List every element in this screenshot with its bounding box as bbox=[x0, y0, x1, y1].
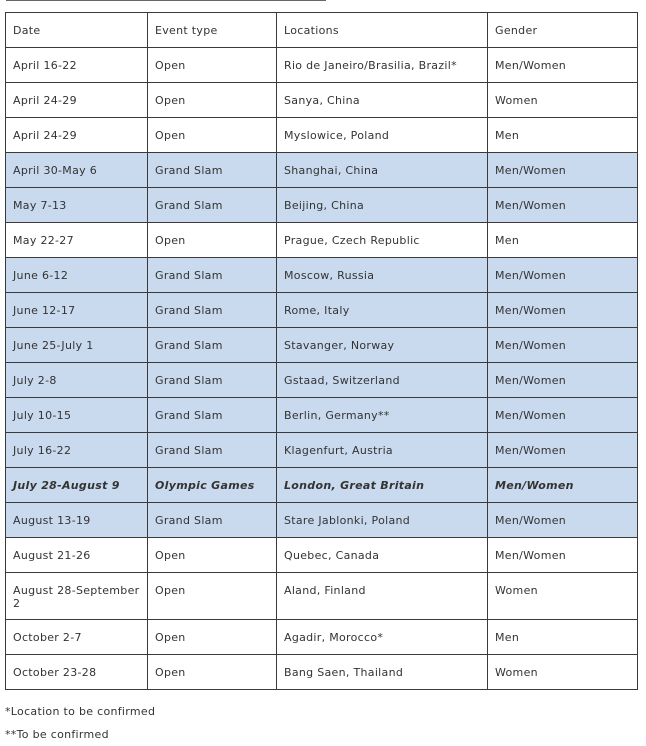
cell-date: April 24-29 bbox=[6, 118, 148, 153]
cell-location: Bang Saen, Thailand bbox=[277, 655, 488, 690]
cell-gender: Men/Women bbox=[488, 48, 638, 83]
table-row bbox=[6, 153, 638, 188]
table-row bbox=[6, 223, 638, 258]
cell-location: Myslowice, Poland bbox=[277, 118, 488, 153]
cell-event-type: Open bbox=[148, 48, 277, 83]
cell-event-type: Grand Slam bbox=[148, 188, 277, 223]
table-row bbox=[6, 83, 638, 118]
cell-gender: Women bbox=[488, 573, 638, 620]
cell-location: Sanya, China bbox=[277, 83, 488, 118]
cell-date: May 7-13 bbox=[6, 188, 148, 223]
cell-location: Agadir, Morocco* bbox=[277, 620, 488, 655]
cell-date: July 16-22 bbox=[6, 433, 148, 468]
cell-date: April 30-May 6 bbox=[6, 153, 148, 188]
cell-gender: Men/Women bbox=[488, 328, 638, 363]
cell-gender: Men/Women bbox=[488, 258, 638, 293]
table-row bbox=[6, 655, 638, 690]
cell-date: June 25-July 1 bbox=[6, 328, 148, 363]
cell-gender: Women bbox=[488, 655, 638, 690]
cell-location: Stare Jablonki, Poland bbox=[277, 503, 488, 538]
cell-event-type: Grand Slam bbox=[148, 293, 277, 328]
table-row-olympic bbox=[6, 468, 638, 503]
footnote-tbc: **To be confirmed bbox=[5, 728, 109, 741]
cell-location: Beijing, China bbox=[277, 188, 488, 223]
cell-date: October 23-28 bbox=[6, 655, 148, 690]
cell-gender: Men/Women bbox=[488, 468, 638, 503]
cell-location: Gstaad, Switzerland bbox=[277, 363, 488, 398]
cell-date: May 22-27 bbox=[6, 223, 148, 258]
cell-gender: Men/Women bbox=[488, 293, 638, 328]
cell-location: Berlin, Germany** bbox=[277, 398, 488, 433]
cell-gender: Men/Women bbox=[488, 153, 638, 188]
header-locations: Locations bbox=[277, 13, 488, 48]
cell-date: June 12-17 bbox=[6, 293, 148, 328]
cell-event-type: Open bbox=[148, 573, 277, 620]
cell-gender: Men bbox=[488, 223, 638, 258]
cell-date: August 13-19 bbox=[6, 503, 148, 538]
cell-event-type: Olympic Games bbox=[148, 468, 277, 503]
footnote-location-tbc: *Location to be confirmed bbox=[5, 705, 156, 718]
table-row bbox=[6, 538, 638, 573]
cell-gender: Men bbox=[488, 620, 638, 655]
cell-gender: Women bbox=[488, 83, 638, 118]
cell-event-type: Grand Slam bbox=[148, 363, 277, 398]
table-row bbox=[6, 398, 638, 433]
cell-date: August 21-26 bbox=[6, 538, 148, 573]
cell-event-type: Grand Slam bbox=[148, 258, 277, 293]
cell-location: Stavanger, Norway bbox=[277, 328, 488, 363]
cell-gender: Men/Women bbox=[488, 398, 638, 433]
header-gender: Gender bbox=[488, 13, 638, 48]
table-row bbox=[6, 258, 638, 293]
cell-date: October 2-7 bbox=[6, 620, 148, 655]
cell-date: April 16-22 bbox=[6, 48, 148, 83]
cell-location: Aland, Finland bbox=[277, 573, 488, 620]
cell-event-type: Open bbox=[148, 655, 277, 690]
cell-event-type: Open bbox=[148, 223, 277, 258]
cell-date: August 28-September 2 bbox=[6, 573, 148, 620]
table-row bbox=[6, 363, 638, 398]
header-event-type: Event type bbox=[148, 13, 277, 48]
cell-event-type: Grand Slam bbox=[148, 503, 277, 538]
cell-location: Quebec, Canada bbox=[277, 538, 488, 573]
table-row bbox=[6, 48, 638, 83]
cell-event-type: Open bbox=[148, 83, 277, 118]
cell-gender: Men/Women bbox=[488, 503, 638, 538]
cell-gender: Men/Women bbox=[488, 433, 638, 468]
cell-date: July 2-8 bbox=[6, 363, 148, 398]
table-row bbox=[6, 433, 638, 468]
cell-location: Moscow, Russia bbox=[277, 258, 488, 293]
cell-location: Prague, Czech Republic bbox=[277, 223, 488, 258]
cell-event-type: Grand Slam bbox=[148, 398, 277, 433]
table-row bbox=[6, 188, 638, 223]
table-row bbox=[6, 118, 638, 153]
cell-event-type: Open bbox=[148, 118, 277, 153]
cell-location: Klagenfurt, Austria bbox=[277, 433, 488, 468]
footnotes bbox=[5, 700, 155, 746]
table-header-row bbox=[6, 13, 638, 48]
table-row bbox=[6, 573, 638, 620]
table-row bbox=[6, 328, 638, 363]
schedule-table bbox=[5, 12, 638, 690]
header-date: Date bbox=[6, 13, 148, 48]
cell-date: June 6-12 bbox=[6, 258, 148, 293]
cell-event-type: Grand Slam bbox=[148, 433, 277, 468]
cell-gender: Men/Women bbox=[488, 188, 638, 223]
cell-location: Rome, Italy bbox=[277, 293, 488, 328]
top-divider bbox=[6, 0, 326, 1]
cell-gender: Men/Women bbox=[488, 363, 638, 398]
cell-event-type: Grand Slam bbox=[148, 328, 277, 363]
table-row bbox=[6, 503, 638, 538]
cell-event-type: Grand Slam bbox=[148, 153, 277, 188]
cell-event-type: Open bbox=[148, 538, 277, 573]
table-row bbox=[6, 293, 638, 328]
cell-event-type: Open bbox=[148, 620, 277, 655]
cell-gender: Men/Women bbox=[488, 538, 638, 573]
cell-date: April 24-29 bbox=[6, 83, 148, 118]
cell-date: July 10-15 bbox=[6, 398, 148, 433]
cell-location: London, Great Britain bbox=[277, 468, 488, 503]
cell-location: Shanghai, China bbox=[277, 153, 488, 188]
cell-gender: Men bbox=[488, 118, 638, 153]
table-row bbox=[6, 620, 638, 655]
cell-date: July 28-August 9 bbox=[6, 468, 148, 503]
cell-location: Rio de Janeiro/Brasilia, Brazil* bbox=[277, 48, 488, 83]
